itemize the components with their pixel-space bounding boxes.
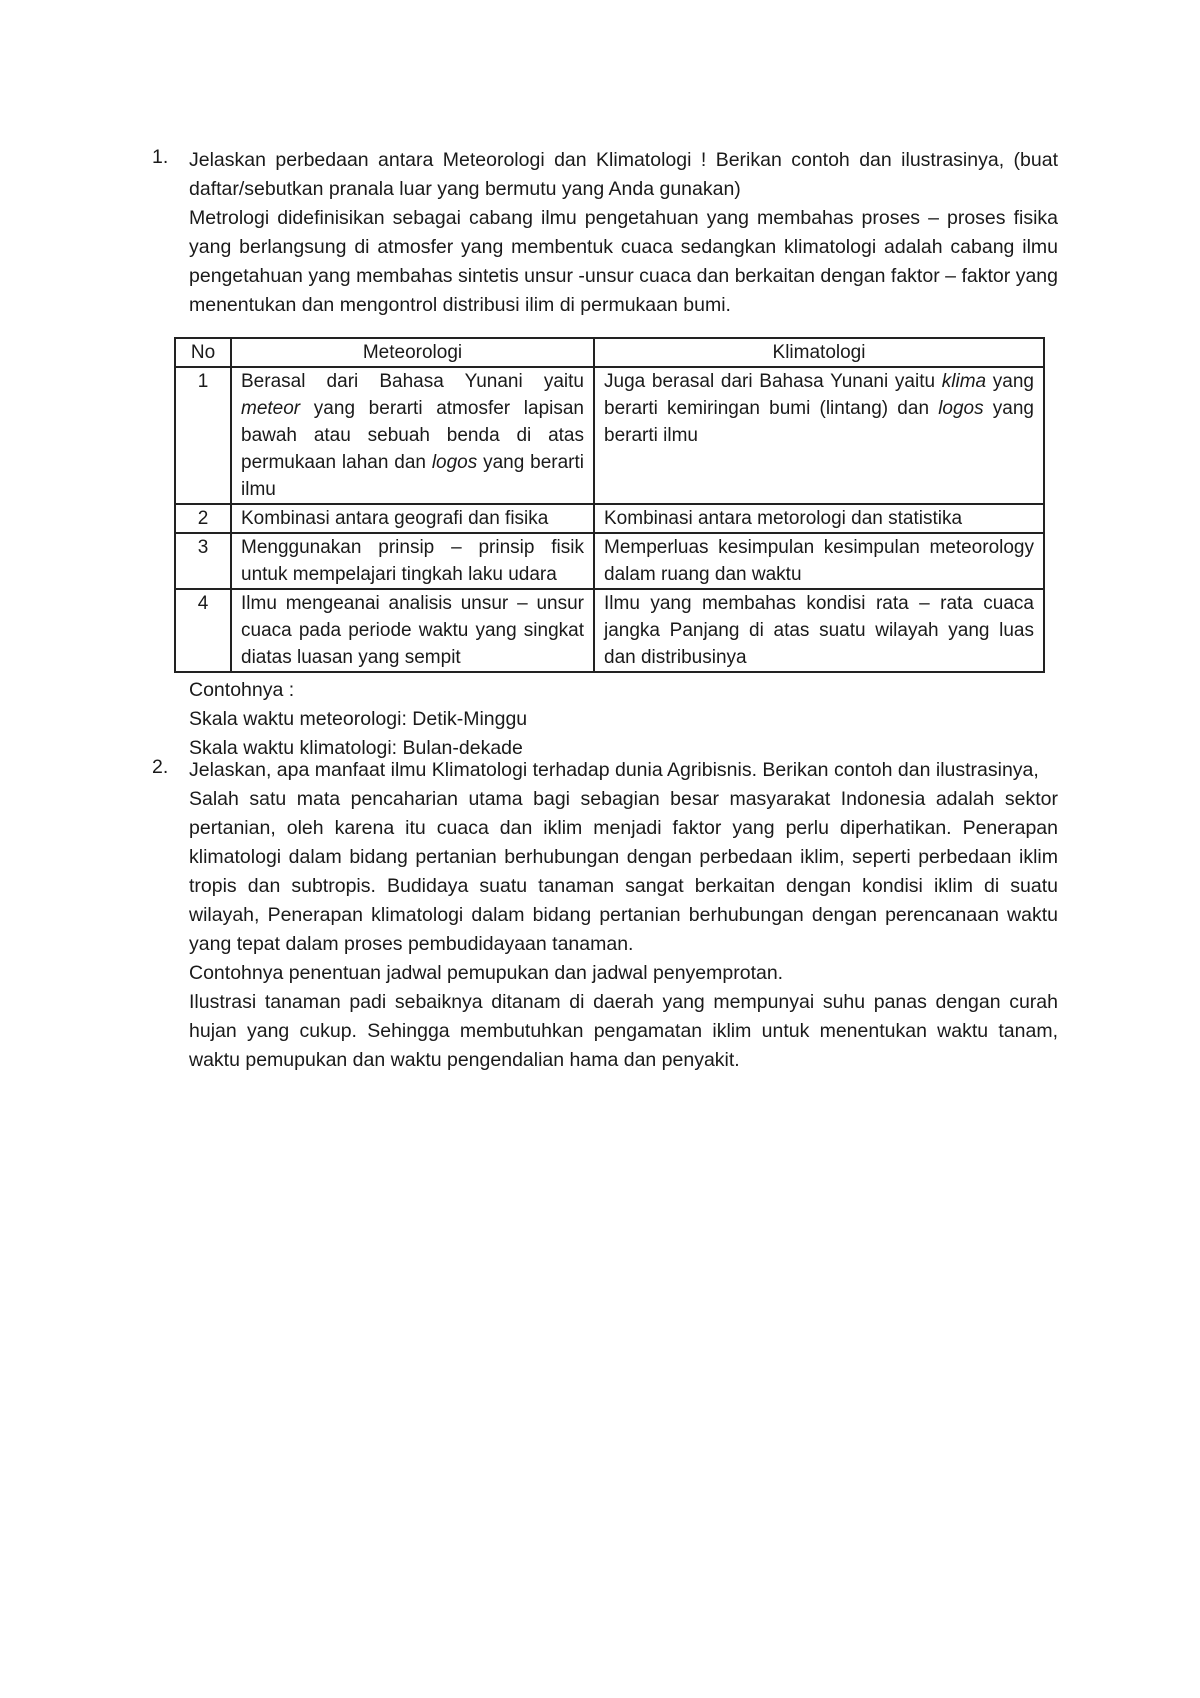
header-klimatologi: Klimatologi [594,338,1044,367]
meteorologi-cell: Kombinasi antara geografi dan fisika [231,504,594,533]
table-row [175,533,1044,589]
question-2-number: 2. [152,756,169,778]
table-row [175,589,1044,672]
question-1-number: 1. [152,146,169,168]
question-2-text: Jelaskan, apa manfaat ilmu Klimatologi terhadap dunia Agribisnis. Berikan contoh dan ilustrasinya, [189,759,1039,781]
row-number: 1 [175,367,231,504]
examples-label: Contohnya : [189,679,295,701]
table-row [175,504,1044,533]
row-number: 4 [175,589,231,672]
header-no: No [175,338,231,367]
klimatologi-cell: Ilmu yang membahas kondisi rata – rata cuaca jangka Panjang di atas suatu wilayah yang luas dan distribusinya [594,589,1044,672]
row-number: 2 [175,504,231,533]
klimatologi-cell: Juga berasal dari Bahasa Yunani yaitu klima yang berarti kemiringan bumi (lintang) dan logos yang berarti ilmu [594,367,1044,504]
meteorologi-cell: Berasal dari Bahasa Yunani yaitu meteor yang berarti atmosfer lapisan bawah atau sebuah benda di atas permukaan lahan dan logos yang berarti ilmu [231,367,594,504]
table-header-row [175,338,1044,367]
question-2-example: Contohnya penentuan jadwal pemupukan dan jadwal penyemprotan. [189,962,784,984]
row-number: 3 [175,533,231,589]
question-2-illustration: Ilustrasi tanaman padi sebaiknya ditanam di daerah yang mempunyai suhu panas dengan curah hujan yang cukup. Sehingga membutuhkan pengamatan iklim untuk menentukan waktu tanam, waktu pemupukan dan waktu pengendalian hama dan penyakit. [189,991,1058,1071]
question-1-text: Jelaskan perbedaan antara Meteorologi dan Klimatologi ! Berikan contoh dan ilustrasinya, (buat daftar/sebutkan pranala luar yang bermutu yang Anda gunakan) [189,149,1058,200]
header-meteorologi: Meteorologi [231,338,594,367]
comparison-table [174,337,1045,673]
question-2-body [189,756,1058,1075]
question-1-answer: Metrologi didefinisikan sebagai cabang ilmu pengetahuan yang membahas proses – proses fisika yang berlangsung di atmosfer yang membentuk cuaca sedangkan klimatologi adalah cabang ilmu pengetahuan yang membahas sintetis unsur -unsur cuaca dan berkaitan dengan faktor – faktor yang menentukan dan mengontrol distribusi ilim di permukaan bumi. [189,207,1058,316]
klimatologi-cell: Memperluas kesimpulan kesimpulan meteorology dalam ruang dan waktu [594,533,1044,589]
table-row [175,367,1044,504]
question-2-answer: Salah satu mata pencaharian utama bagi sebagian besar masyarakat Indonesia adalah sektor pertanian, oleh karena itu cuaca dan iklim menjadi faktor yang perlu diperhatikan. Penerapan klimatologi dalam bidang pertanian berhubungan dengan perbedaan iklim, seperti perbedaan iklim tropis dan subtropis. Budidaya suatu tanaman sangat berkaitan dengan kondisi iklim di suatu wilayah, Penerapan klimatologi dalam bidang pertanian berhubungan dengan perencanaan waktu yang tepat dalam proses pembudidayaan tanaman. [189,788,1058,955]
examples-line-2: Skala waktu klimatologi: Bulan-dekade [189,737,523,759]
examples-block [189,676,527,763]
comparison-table-wrapper [174,337,1045,673]
meteorologi-cell: Ilmu mengeanai analisis unsur – unsur cuaca pada periode waktu yang singkat diatas luasan yang sempit [231,589,594,672]
question-1-body [189,146,1058,320]
klimatologi-cell: Kombinasi antara metorologi dan statistika [594,504,1044,533]
meteorologi-cell: Menggunakan prinsip – prinsip fisik untuk mempelajari tingkah laku udara [231,533,594,589]
examples-line-1: Skala waktu meteorologi: Detik-Minggu [189,708,528,730]
